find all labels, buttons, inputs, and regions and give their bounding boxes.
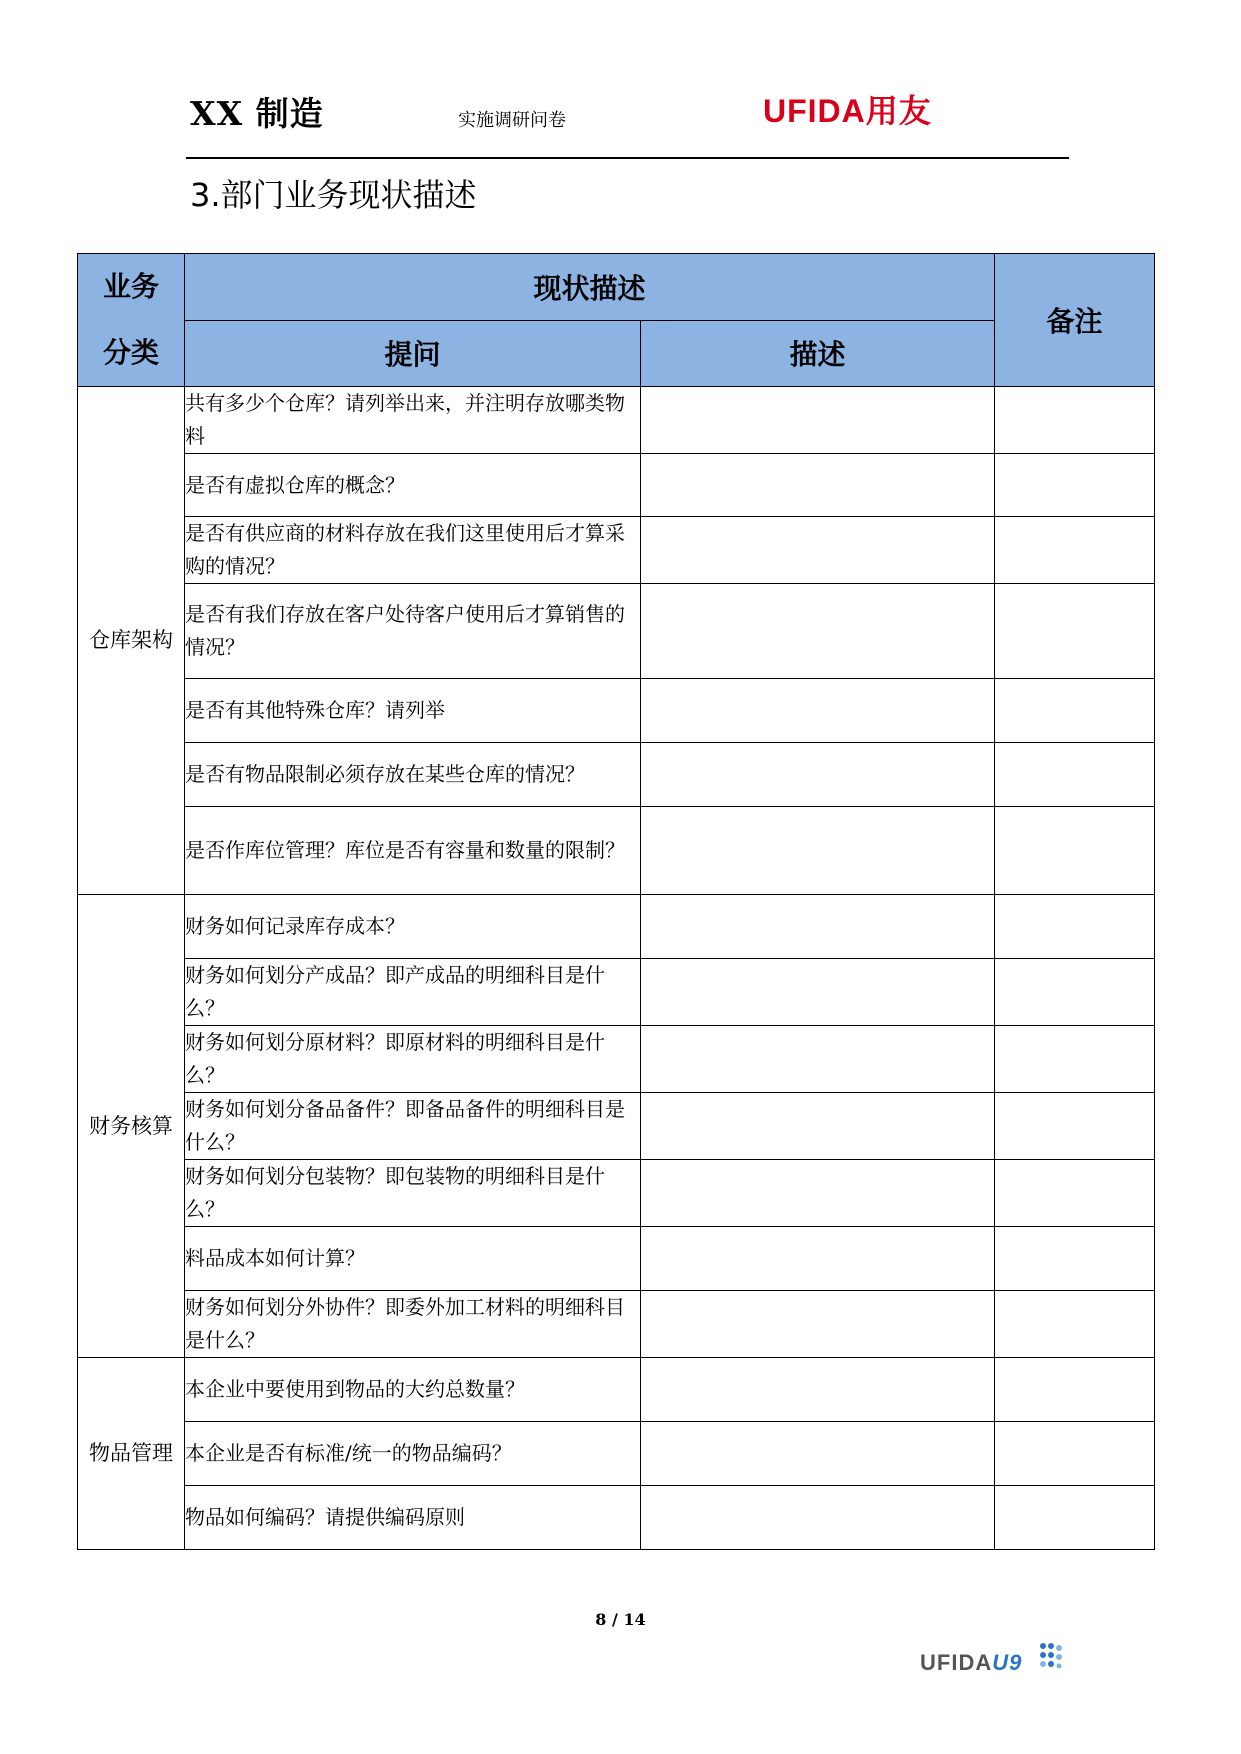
description-cell[interactable]	[641, 1093, 995, 1160]
question-cell: 是否有虚拟仓库的概念？	[185, 454, 641, 517]
remarks-cell[interactable]	[995, 895, 1155, 959]
description-cell[interactable]	[641, 1291, 995, 1358]
logo-dots-icon	[1038, 1642, 1064, 1676]
category-cell: 仓库架构	[78, 387, 185, 895]
table-row	[78, 1093, 1155, 1160]
question-cell: 财务如何划分外协件？即委外加工材料的明细科目是什么？	[185, 1291, 641, 1358]
remarks-cell[interactable]	[995, 1093, 1155, 1160]
description-cell[interactable]	[641, 517, 995, 584]
header-category-line1: 业务	[102, 270, 159, 303]
description-cell[interactable]	[641, 454, 995, 517]
remarks-cell[interactable]	[995, 1422, 1155, 1486]
description-cell[interactable]	[641, 743, 995, 807]
description-cell[interactable]	[641, 584, 995, 679]
company-name: XX 制造	[190, 94, 324, 133]
description-cell[interactable]	[641, 1486, 995, 1550]
description-cell[interactable]	[641, 1422, 995, 1486]
remarks-cell[interactable]	[995, 517, 1155, 584]
description-cell[interactable]	[641, 807, 995, 895]
survey-table	[77, 253, 1155, 1550]
header-remarks: 备注	[995, 254, 1155, 387]
remarks-cell[interactable]	[995, 1486, 1155, 1550]
category-cell: 物品管理	[78, 1358, 185, 1550]
table-row	[78, 1422, 1155, 1486]
table-row	[78, 1358, 1155, 1422]
table-row	[78, 1291, 1155, 1358]
table-row	[78, 517, 1155, 584]
remarks-cell[interactable]	[995, 807, 1155, 895]
question-cell: 财务如何划分包装物？即包装物的明细科目是什么？	[185, 1160, 641, 1227]
question-cell: 财务如何划分备品备件？即备品备件的明细科目是什么？	[185, 1093, 641, 1160]
remarks-cell[interactable]	[995, 1358, 1155, 1422]
table-row	[78, 1227, 1155, 1291]
remarks-cell[interactable]	[995, 387, 1155, 454]
table-row	[78, 895, 1155, 959]
remarks-cell[interactable]	[995, 584, 1155, 679]
section-title: 3.部门业务现状描述	[190, 176, 477, 214]
question-cell: 是否有物品限制必须存放在某些仓库的情况？	[185, 743, 641, 807]
table-row	[78, 1026, 1155, 1093]
question-cell: 料品成本如何计算？	[185, 1227, 641, 1291]
header-question: 提问	[185, 320, 641, 387]
header-divider	[186, 157, 1069, 159]
remarks-cell[interactable]	[995, 1291, 1155, 1358]
remarks-cell[interactable]	[995, 743, 1155, 807]
footer-logo-text: UFIDAU9	[920, 1650, 1023, 1675]
description-cell[interactable]	[641, 895, 995, 959]
header-description: 描述	[641, 320, 995, 387]
description-cell[interactable]	[641, 1026, 995, 1093]
question-cell: 本企业是否有标准/统一的物品编码？	[185, 1422, 641, 1486]
header-status: 现状描述	[185, 254, 995, 321]
question-cell: 物品如何编码？请提供编码原则	[185, 1486, 641, 1550]
remarks-cell[interactable]	[995, 1227, 1155, 1291]
question-cell: 财务如何划分原材料？即原材料的明细科目是什么？	[185, 1026, 641, 1093]
header-category-line2: 分类	[102, 336, 159, 369]
question-cell: 财务如何记录库存成本？	[185, 895, 641, 959]
question-cell: 是否有我们存放在客户处待客户使用后才算销售的情况？	[185, 584, 641, 679]
question-cell: 本企业中要使用到物品的大约总数量？	[185, 1358, 641, 1422]
description-cell[interactable]	[641, 679, 995, 743]
description-cell[interactable]	[641, 387, 995, 454]
page-number: 8 / 14	[595, 1610, 646, 1629]
remarks-cell[interactable]	[995, 454, 1155, 517]
table-row	[78, 1160, 1155, 1227]
description-cell[interactable]	[641, 1160, 995, 1227]
table-row	[78, 387, 1155, 454]
document-subtitle: 实施调研问卷	[458, 110, 566, 131]
page-header	[0, 0, 1241, 170]
question-cell: 是否作库位管理？库位是否有容量和数量的限制？	[185, 807, 641, 895]
table-row	[78, 1486, 1155, 1550]
table-row	[78, 959, 1155, 1026]
question-cell: 财务如何划分产成品？即产成品的明细科目是什么？	[185, 959, 641, 1026]
remarks-cell[interactable]	[995, 679, 1155, 743]
table-row	[78, 584, 1155, 679]
table-row	[78, 743, 1155, 807]
description-cell[interactable]	[641, 1358, 995, 1422]
table-row	[78, 679, 1155, 743]
remarks-cell[interactable]	[995, 959, 1155, 1026]
remarks-cell[interactable]	[995, 1026, 1155, 1093]
table-row	[78, 807, 1155, 895]
header-category	[78, 254, 185, 387]
ufida-u9-logo	[920, 1640, 1060, 1680]
table-row	[78, 454, 1155, 517]
description-cell[interactable]	[641, 1227, 995, 1291]
question-cell: 共有多少个仓库？请列举出来，并注明存放哪类物料	[185, 387, 641, 454]
remarks-cell[interactable]	[995, 1160, 1155, 1227]
question-cell: 是否有其他特殊仓库？请列举	[185, 679, 641, 743]
question-cell: 是否有供应商的材料存放在我们这里使用后才算采购的情况？	[185, 517, 641, 584]
ufida-logo: UFIDA用友	[763, 93, 932, 129]
description-cell[interactable]	[641, 959, 995, 1026]
category-cell: 财务核算	[78, 895, 185, 1358]
